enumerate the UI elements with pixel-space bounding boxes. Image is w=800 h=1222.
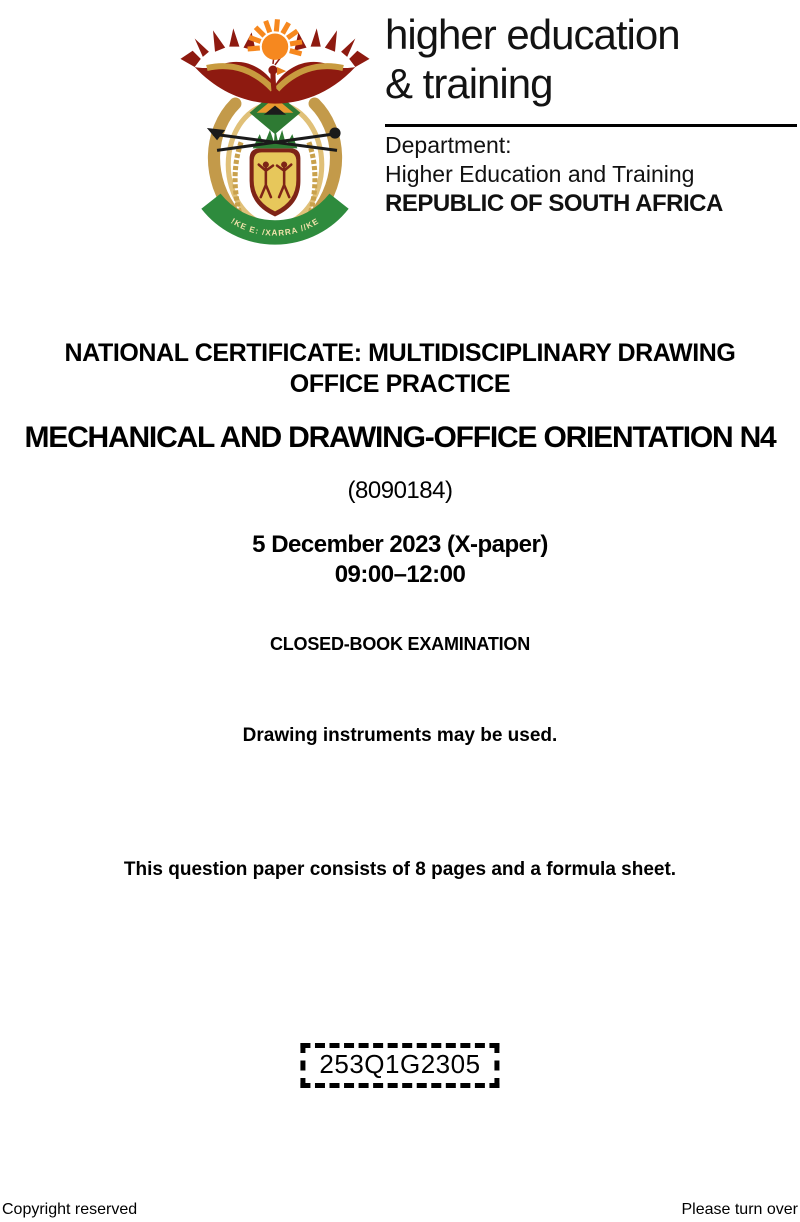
certificate-title-line1: NATIONAL CERTIFICATE: MULTIDISCIPLINARY DRAWING [64,339,736,367]
exam-date: 5 December 2023 (X-paper) [252,531,548,558]
coat-of-arms [172,6,378,250]
header-divider [385,124,797,127]
instruments-note: Drawing instruments may be used. [242,725,558,746]
subject-title: MECHANICAL AND DRAWING-OFFICE ORIENTATION N4 [24,421,776,454]
department-name: Higher Education and Training [385,161,695,187]
footer-copyright: Copyright reserved [2,1201,138,1218]
pages-note: This question paper consists of 8 pages and a formula sheet. [123,859,677,880]
paper-number-box [300,1043,499,1088]
exam-type-label: CLOSED-BOOK EXAMINATION [269,634,531,654]
department-label: Department: [385,132,512,158]
footer-turn-over: Please turn over [681,1201,798,1218]
wordmark-line2: & training [385,60,553,107]
country-name: REPUBLIC OF SOUTH AFRICA [385,190,723,217]
shield [250,148,301,216]
department-block [385,131,723,218]
wordmark [385,10,680,108]
motto-text: !KE E: /XARRA //KE [229,216,321,238]
paper-code: (8090184) [347,477,453,504]
sun-icon [248,19,302,60]
certificate-title-line2: OFFICE PRACTICE [289,370,511,398]
exam-datetime [0,530,800,590]
wordmark-line1: higher education [385,11,680,58]
exam-time: 09:00–12:00 [334,561,466,588]
certificate-title [0,338,800,400]
paper-number: 253Q1G2305 [319,1049,481,1079]
